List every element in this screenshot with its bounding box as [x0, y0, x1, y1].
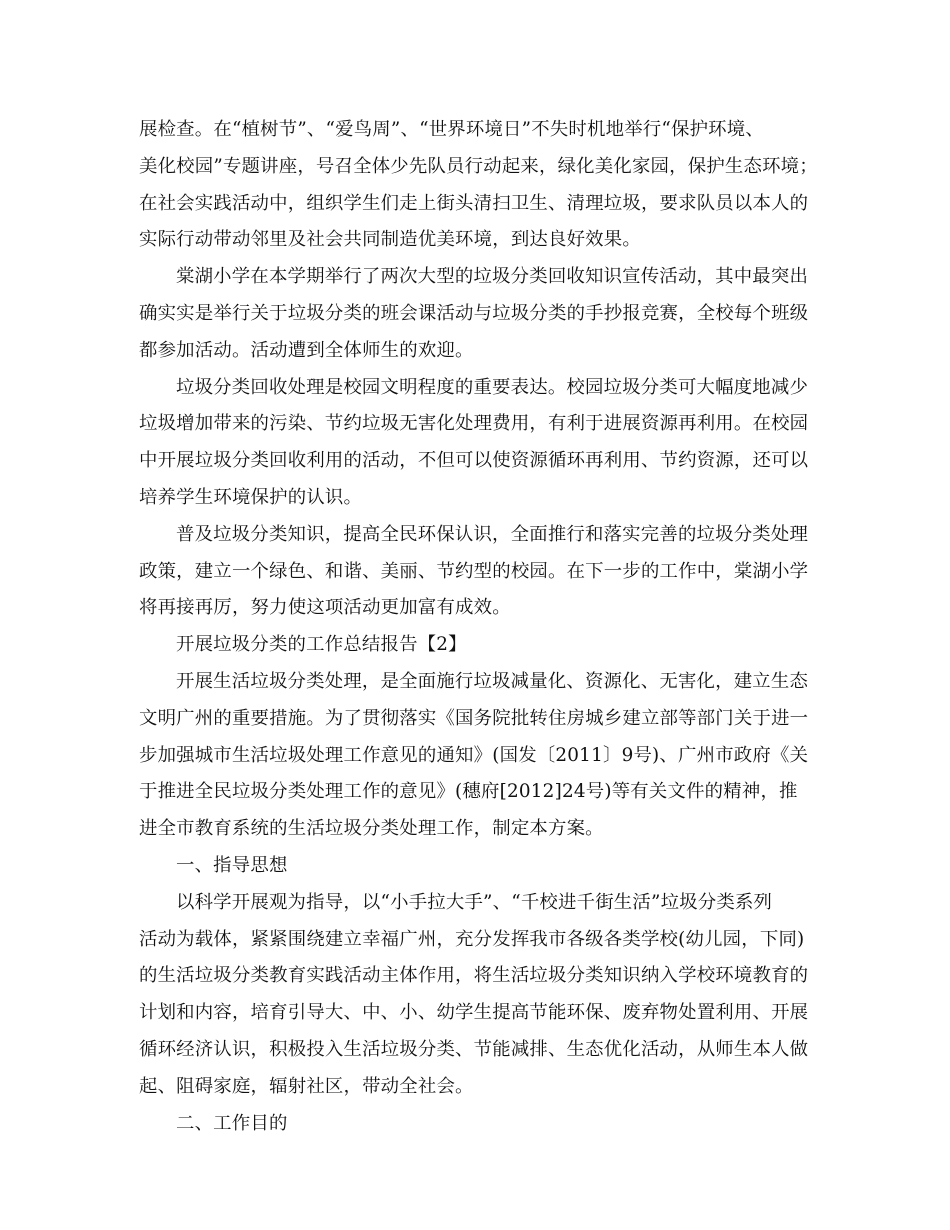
text-line: 二、工作目的	[176, 1112, 288, 1134]
text-line: 进全市教育系统的生活垃圾分类处理工作，制定本方案。	[139, 818, 604, 840]
document-body	[139, 112, 824, 1142]
text-line: 循环经济认识，积极投入生活垃圾分类、节能减排、生态优化活动，从师生本人做	[139, 1038, 809, 1060]
text-line: 棠湖小学在本学期举行了两次大型的垃圾分类回收知识宣传活动，其中最突出	[176, 266, 809, 288]
text-line: 垃圾分类回收处理是校园文明程度的重要表达。校园垃圾分类可大幅度地减少	[176, 376, 809, 398]
text-line: 中开展垃圾分类回收利用的活动，不但可以使资源循环再利用、节约资源，还可以	[139, 450, 809, 472]
text-line: 计划和内容，培育引导大、中、小、幼学生提高节能环保、废弃物处置利用、开展	[139, 1002, 809, 1024]
text-line: 文明广州的重要措施。为了贯彻落实《国务院批转住房城乡建立部等部门关于进一	[139, 707, 809, 729]
text-line: 将再接再厉，努力使这项活动更加富有成效。	[139, 597, 511, 619]
text-line: 确实实是举行关于垃圾分类的班会课活动与垃圾分类的手抄报竞赛，全校每个班级	[139, 302, 809, 324]
text-line: 在社会实践活动中，组织学生们走上街头清扫卫生、清理垃圾，要求队员以本人的	[139, 192, 809, 214]
text-line: 展检查。在“植树节”、“爱鸟周”、“世界环境日”不失时机地举行“保护环境、	[139, 119, 764, 140]
text-line: 于推进全民垃圾分类处理工作的意见》(穗府[2012]24号)等有关文件的精神，推	[139, 781, 798, 803]
text-line: 普及垃圾分类知识，提高全民环保认识，全面推行和落实完善的垃圾分类处理	[176, 523, 809, 545]
text-line: 一、指导思想	[176, 854, 288, 876]
text-line: 的生活垃圾分类教育实践活动主体作用，将生活垃圾分类知识纳入学校环境教育的	[139, 965, 809, 987]
text-line: 都参加活动。活动遭到全体师生的欢迎。	[139, 339, 474, 361]
text-line: 培养学生环境保护的认识。	[139, 486, 363, 508]
text-line: 以科学开展观为指导，以“小手拉大手”、“千校进千街生活”垃圾分类系列	[176, 891, 773, 913]
text-line: 美化校园”专题讲座，号召全体少先队员行动起来，绿化美化家园，保护生态环境；	[139, 155, 818, 177]
text-line: 垃圾增加带来的污染、节约垃圾无害化处理费用，有利于进展资源再利用。在校园	[139, 413, 809, 435]
text-line: 起、阻碍家庭，辐射社区，带动全社会。	[139, 1075, 474, 1097]
text-line: 活动为载体，紧紧围绕建立幸福广州，充分发挥我市各级各类学校(幼儿园，下同)	[139, 928, 805, 950]
text-line: 开展垃圾分类的工作总结报告【2】	[176, 634, 467, 656]
text-line: 步加强城市生活垃圾处理工作意见的通知》(国发〔2011〕9号)、广州市政府《关	[139, 744, 809, 766]
text-line: 实际行动带动邻里及社会共同制造优美环境，到达良好效果。	[139, 229, 641, 251]
text-line: 政策，建立一个绿色、和谐、美丽、节约型的校园。在下一步的工作中，棠湖小学	[139, 560, 809, 582]
text-line: 开展生活垃圾分类处理，是全面施行垃圾减量化、资源化、无害化，建立生态	[176, 670, 809, 692]
